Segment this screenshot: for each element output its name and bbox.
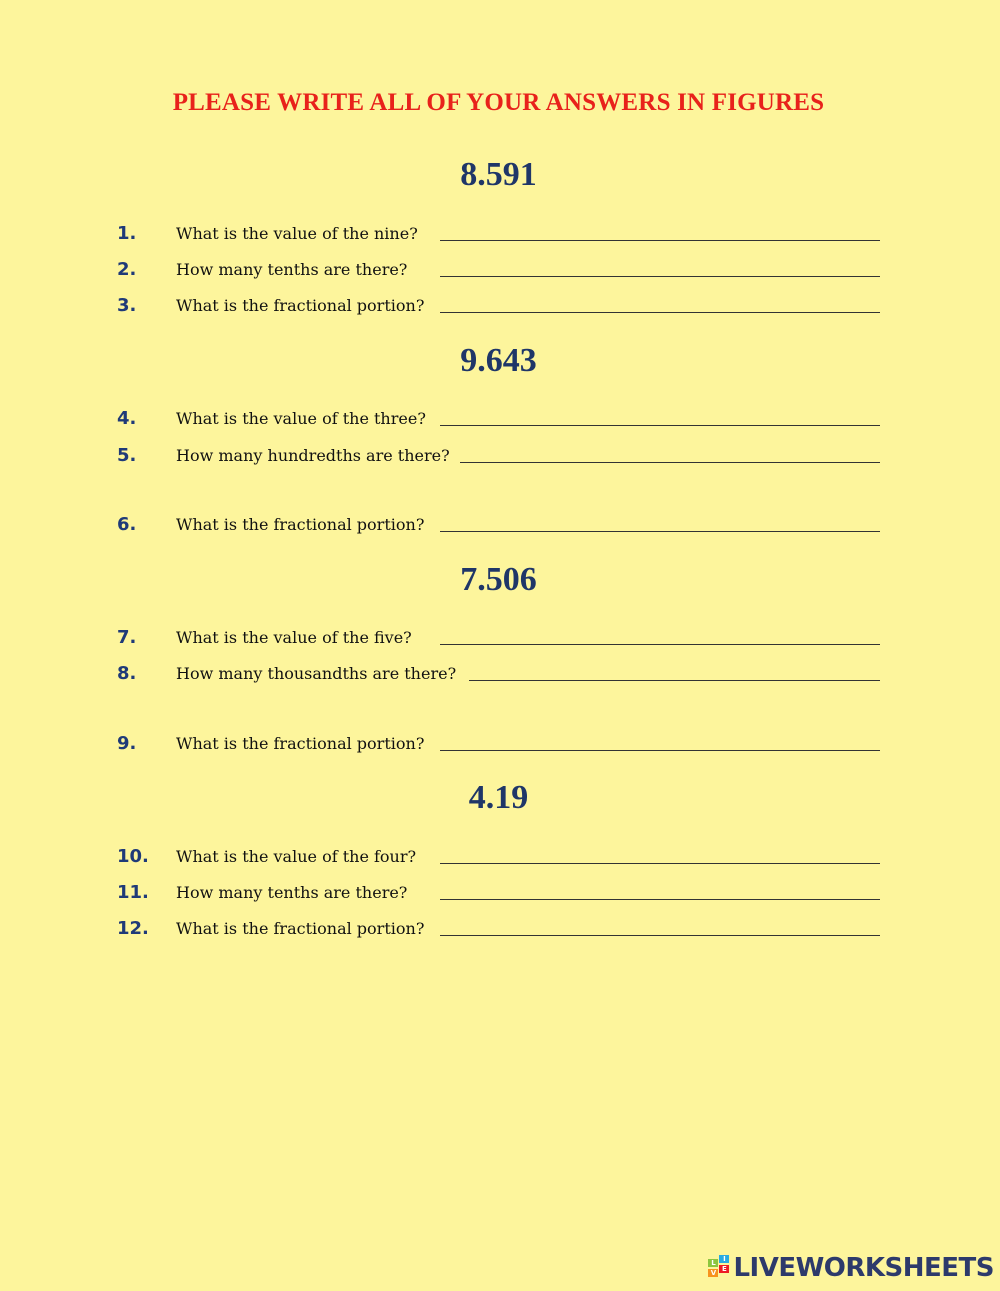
question-text: What is the fractional portion? (176, 296, 425, 315)
question-text: What is the value of the four? (176, 847, 417, 866)
question-row (0, 510, 1000, 540)
section-number: 8.591 (460, 156, 537, 193)
section-number: 4.19 (468, 779, 529, 816)
question-text: What is the fractional portion? (176, 919, 425, 938)
question-row (0, 729, 1000, 759)
question-number: 7. (117, 627, 137, 648)
question-number: 9. (117, 733, 137, 754)
question-row (0, 623, 1000, 653)
question-text: How many thousandths are there? (176, 664, 457, 683)
logo-mark-letter: L (708, 1259, 718, 1267)
liveworksheets-logo[interactable] (708, 1253, 994, 1283)
answer-line[interactable] (440, 276, 880, 277)
question-number: 6. (117, 514, 137, 535)
question-number: 4. (117, 408, 137, 429)
logo-mark-icon (708, 1255, 730, 1281)
question-number: 8. (117, 663, 137, 684)
question-text: How many hundredths are there? (176, 446, 450, 465)
question-row (0, 291, 1000, 321)
question-number: 12. (117, 918, 149, 939)
question-number: 3. (117, 295, 137, 316)
question-text: What is the value of the three? (176, 409, 426, 428)
answer-line[interactable] (440, 531, 880, 532)
question-text: How many tenths are there? (176, 883, 408, 902)
section-number: 9.643 (460, 342, 537, 379)
question-text: What is the value of the five? (176, 628, 412, 647)
question-number: 5. (117, 445, 137, 466)
question-row (0, 441, 1000, 471)
answer-line[interactable] (440, 750, 880, 751)
answer-line[interactable] (440, 644, 880, 645)
logo-mark-letter: E (719, 1265, 729, 1273)
question-row (0, 878, 1000, 908)
section-number: 7.506 (460, 561, 537, 598)
logo-mark-letter: I (719, 1255, 729, 1263)
question-number: 1. (117, 223, 137, 244)
question-text: What is the fractional portion? (176, 515, 425, 534)
question-number: 11. (117, 882, 149, 903)
question-row (0, 219, 1000, 249)
answer-line[interactable] (440, 899, 880, 900)
answer-line[interactable] (469, 680, 880, 681)
question-row (0, 255, 1000, 285)
question-text: What is the value of the nine? (176, 224, 418, 243)
answer-line[interactable] (460, 462, 880, 463)
question-number: 2. (117, 259, 137, 280)
question-row (0, 914, 1000, 944)
question-row (0, 842, 1000, 872)
logo-mark-letter: V (708, 1269, 718, 1277)
question-text: What is the fractional portion? (176, 734, 425, 753)
answer-line[interactable] (440, 240, 880, 241)
question-row (0, 404, 1000, 434)
question-row (0, 659, 1000, 689)
answer-line[interactable] (440, 312, 880, 313)
answer-line[interactable] (440, 863, 880, 864)
logo-text: LIVEWORKSHEETS (733, 1253, 994, 1283)
question-text: How many tenths are there? (176, 260, 408, 279)
answer-line[interactable] (440, 425, 880, 426)
page-title: PLEASE WRITE ALL OF YOUR ANSWERS IN FIGURES (172, 89, 825, 116)
question-number: 10. (117, 846, 149, 867)
answer-line[interactable] (440, 935, 880, 936)
